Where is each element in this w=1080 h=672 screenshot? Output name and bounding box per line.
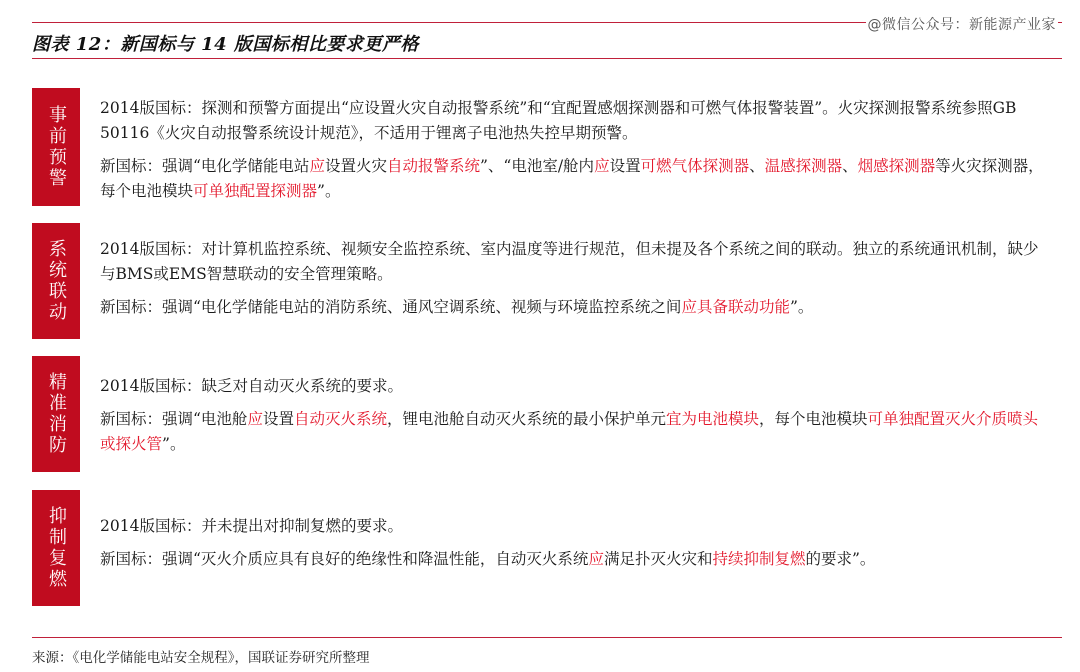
section-label: 事前预警 (46, 105, 67, 189)
highlighted-text: 温感探测器 (764, 157, 843, 175)
section-content (100, 96, 1050, 204)
watermark: @微信公众号：新能源产业家 (866, 14, 1059, 34)
highlighted-text: 应 (247, 410, 263, 428)
text-segment: ”。 (162, 435, 186, 453)
text-segment: 设置 (609, 157, 641, 175)
text-segment: 新国标：强调“电池舱 (100, 410, 248, 428)
old-standard-text (100, 96, 1050, 146)
section-label: 精准消防 (46, 372, 67, 456)
text-segment: 2014版国标：对计算机监控系统、视频安全监控系统、室内温度等进行规范，但未提及各个系统之间的联动。独立的系统通讯机制，缺少与BMS或EMS智慧联动的安全管理策略。 (100, 240, 1039, 283)
text-segment: 设置 (262, 410, 294, 428)
text-segment: 的要求”。 (805, 550, 876, 568)
highlighted-text: 可燃气体探测器 (640, 157, 750, 175)
highlighted-text: 宜为电池模块 (666, 410, 760, 428)
highlighted-text: 可单独配置探测器 (193, 182, 318, 200)
new-standard-text (100, 154, 1050, 204)
text-segment: 满足扑灭火灾和 (603, 550, 713, 568)
new-standard-text (100, 295, 1050, 320)
text-segment: ”、“电池室/舱内 (479, 157, 595, 175)
section-label-box (32, 490, 80, 606)
highlighted-text: 应具备联动功能 (681, 298, 790, 316)
title-rule (32, 58, 1062, 59)
section-content (100, 374, 1050, 457)
text-segment: ，锂电池舱自动灭火系统的最小保护单元 (386, 410, 666, 428)
old-standard-text (100, 237, 1050, 287)
section-system-linkage (32, 223, 1062, 339)
highlighted-text: 可单独配置灭火介质喷头或探火管 (100, 410, 1039, 453)
text-segment: 新国标：强调“电化学储能电站 (100, 157, 310, 175)
text-segment: 设置火灾 (324, 157, 387, 175)
highlighted-text: 持续抑制复燃 (712, 550, 806, 568)
section-label-box (32, 88, 80, 206)
section-precise-firefighting (32, 356, 1062, 472)
text-segment: 2014版国标：探测和预警方面提出“应设置火灾自动报警系统”和“宜配置感烟探测器和可燃气体报警装置”。火灾探测报警系统参照GB 50116《火灾自动报警系统设计规范》，不适用于锂离子电池热失控早期预警。 (100, 99, 1017, 142)
highlighted-text: 自动报警系统 (386, 157, 480, 175)
highlighted-text: 应 (309, 157, 325, 175)
section-label: 系统联动 (46, 239, 67, 323)
text-segment: 等火灾探测器，每个电池模块 (100, 157, 1044, 200)
section-reignition-suppression (32, 490, 1062, 606)
bottom-rule (32, 637, 1062, 638)
source-note: 来源：《电化学储能电站安全规程》，国联证券研究所整理 (32, 650, 370, 666)
text-segment: 、 (842, 157, 858, 175)
text-segment: 2014版国标：缺乏对自动灭火系统的要求。 (100, 377, 403, 395)
section-label-box (32, 223, 80, 339)
text-segment: 新国标：强调“灭火介质应具有良好的绝缘性和降温性能，自动灭火系统 (100, 550, 589, 568)
old-standard-text (100, 374, 1050, 399)
new-standard-text (100, 407, 1050, 457)
new-standard-text (100, 547, 1050, 572)
highlighted-text: 应 (594, 157, 610, 175)
text-segment: ”。 (789, 298, 814, 316)
highlighted-text: 烟感探测器 (857, 157, 936, 175)
text-segment: 、 (749, 157, 765, 175)
text-segment: ”。 (317, 182, 341, 200)
section-label-box (32, 356, 80, 472)
old-standard-text (100, 514, 1050, 539)
section-label: 抑制复燃 (46, 506, 67, 590)
section-early-warning (32, 88, 1062, 206)
section-content (100, 237, 1050, 320)
highlighted-text: 应 (588, 550, 604, 568)
highlighted-text: 自动灭火系统 (293, 410, 387, 428)
text-segment: 新国标：强调“电化学储能电站的消防系统、通风空调系统、视频与环境监控系统之间 (100, 298, 682, 316)
section-content (100, 514, 1050, 572)
text-segment: 2014版国标：并未提出对抑制复燃的要求。 (100, 517, 403, 535)
text-segment: ，每个电池模块 (759, 410, 868, 428)
page-title: 图表 12：新国标与 14 版国标相比要求更严格 (32, 34, 419, 55)
